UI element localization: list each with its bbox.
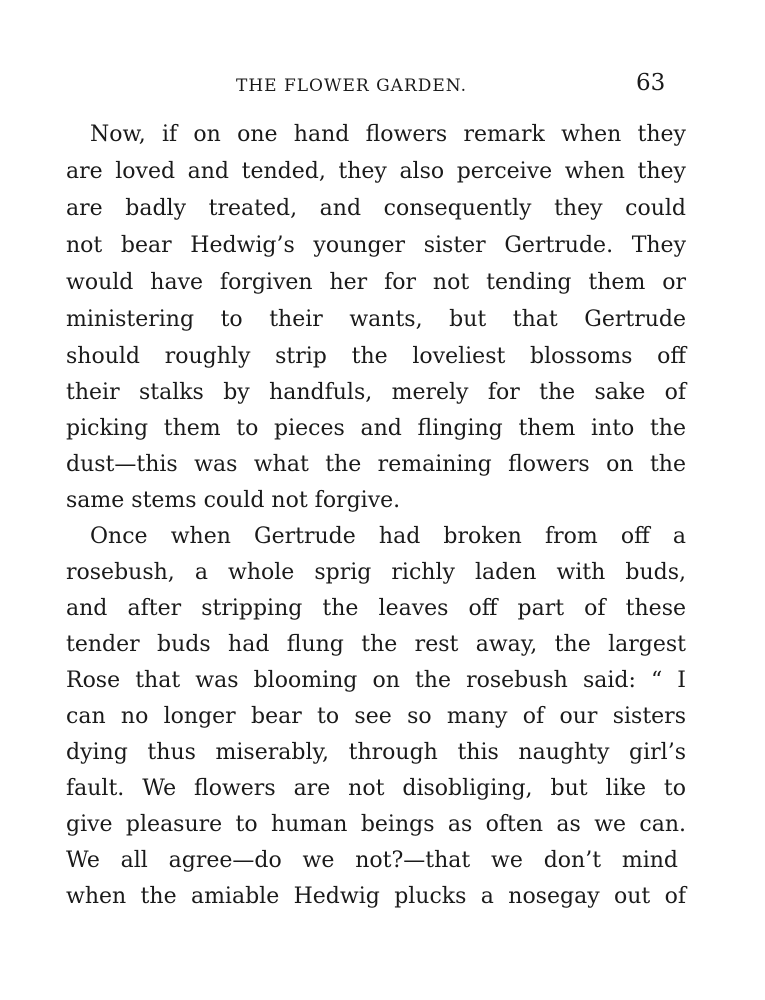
text-line: ministering to their wants, but that Gertrude <box>66 307 686 332</box>
text-line: their stalks by handfuls, merely for the sake of <box>66 380 686 405</box>
text-line: picking them to pieces and flinging them into the <box>66 416 686 441</box>
text-line: Rose that was blooming on the rosebush said: “ I <box>66 668 686 693</box>
page-number: 63 <box>636 70 666 96</box>
text-line: tender buds had flung the rest away, the largest <box>66 632 686 657</box>
text-line: are loved and tended, they also perceive when they <box>66 159 686 184</box>
text-line: should roughly strip the loveliest blossoms off <box>66 344 686 369</box>
text-line: would have forgiven her for not tending them or <box>66 270 686 295</box>
text-line: We all agree—do we not?—that we don’t mind <box>66 848 678 873</box>
text-line: fault. We flowers are not disobliging, but like to <box>66 776 686 801</box>
running-head: THE FLOWER GARDEN. <box>236 76 467 96</box>
text-line: rosebush, a whole sprig richly laden with buds, <box>66 560 686 585</box>
text-line: Once when Gertrude had broken from off a <box>90 524 686 549</box>
text-line: dust—this was what the remaining flowers on the <box>66 452 686 477</box>
text-line: can no longer bear to see so many of our sisters <box>66 704 686 729</box>
text-line: and after stripping the leaves off part of these <box>66 596 686 621</box>
text-line: Now, if on one hand flowers remark when they <box>90 122 686 147</box>
text-line: not bear Hedwig’s younger sister Gertrude. They <box>66 233 686 258</box>
text-line: are badly treated, and consequently they could <box>66 196 686 221</box>
text-line: give pleasure to human beings as often as we can. <box>66 812 686 837</box>
text-line: dying thus miserably, through this naughty girl’s <box>66 740 686 765</box>
text-line: same stems could not forgive. <box>66 488 401 513</box>
text-line: when the amiable Hedwig plucks a nosegay out of <box>66 884 686 909</box>
